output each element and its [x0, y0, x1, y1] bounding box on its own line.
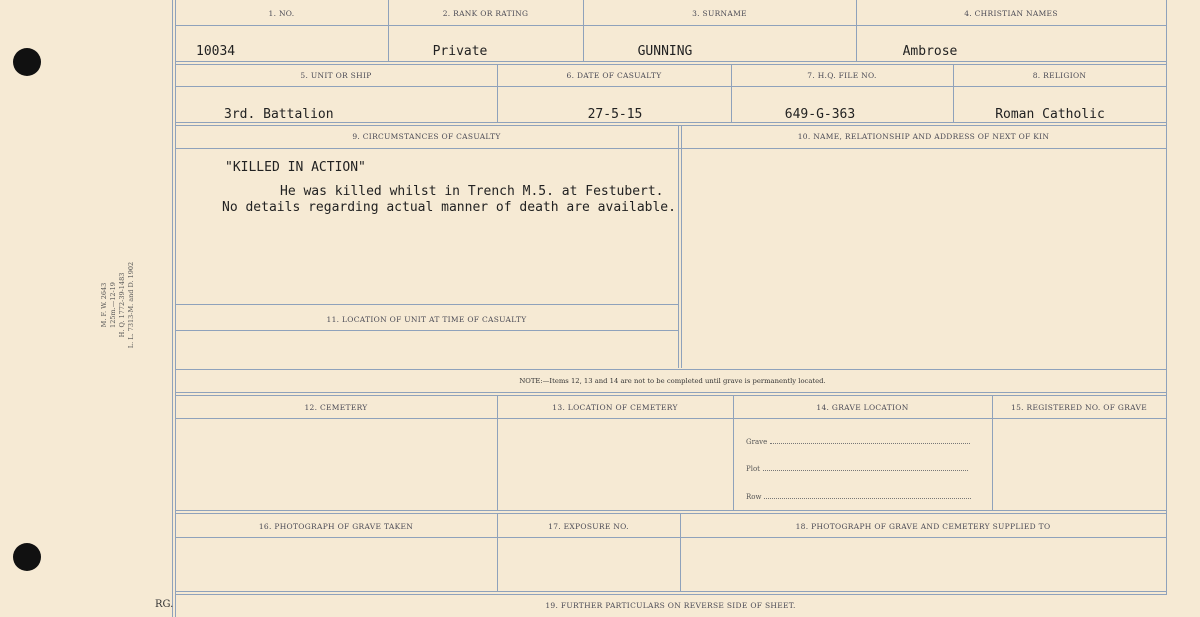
punch-hole: [13, 48, 41, 76]
value-date: 27-5-15: [587, 107, 643, 122]
grave-label: Grave: [746, 438, 768, 446]
margin-text: L. L. 7313-M. and D. 1902: [127, 261, 135, 349]
value-file: 649-G-363: [784, 107, 856, 122]
right-line: [1166, 0, 1167, 595]
row-label: Row: [746, 493, 762, 501]
grave-line: [746, 438, 970, 446]
label-unit: 5. UNIT OR SHIP: [300, 71, 372, 80]
label-date: 6. DATE OF CASUALTY: [566, 71, 662, 80]
label-registered-no: 15. REGISTERED NO. OF GRAVE: [1011, 403, 1147, 412]
label-further: 19. FURTHER PARTICULARS ON REVERSE SIDE OF SHEET.: [545, 601, 796, 610]
value-unit: 3rd. Battalion: [224, 107, 334, 122]
value-christian-names: Ambrose: [902, 44, 958, 59]
margin-text: H. Q. 1772-39-1483: [118, 272, 126, 338]
row-line: [746, 493, 971, 501]
label-next-of-kin: 10. NAME, RELATIONSHIP AND ADDRESS OF NEXT OF KIN: [797, 132, 1050, 141]
label-religion: 8. RELIGION: [1032, 71, 1087, 80]
value-rank: Private: [432, 44, 488, 59]
margin-text: 125m.—12-19: [109, 282, 117, 328]
label-file: 7. H.Q. FILE NO.: [807, 71, 877, 80]
circumstances-line1: "KILLED IN ACTION": [225, 160, 366, 175]
note: NOTE:—Items 12, 13 and 14 are not to be completed until grave is permanently located.: [519, 377, 826, 385]
label-no: 1. NO.: [268, 9, 295, 18]
margin-line: [172, 0, 173, 617]
value-religion: Roman Catholic: [995, 107, 1105, 122]
plot-label: Plot: [746, 465, 760, 473]
label-grave-location: 14. GRAVE LOCATION: [816, 403, 909, 412]
circumstances-line2: He was killed whilst in Trench M.5. at Festubert.: [280, 184, 664, 199]
label-exposure: 17. EXPOSURE NO.: [548, 522, 629, 531]
label-photo-taken: 16. PHOTOGRAPH OF GRAVE TAKEN: [258, 522, 414, 531]
label-surname: 3. SURNAME: [692, 9, 747, 18]
punch-hole: [13, 543, 41, 571]
value-no: 10034: [196, 44, 236, 59]
label-location-unit: 11. LOCATION OF UNIT AT TIME OF CASUALTY: [326, 315, 527, 324]
label-circumstances: 9. CIRCUMSTANCES OF CASUALTY: [352, 132, 501, 141]
label-cemetery: 12. CEMETERY: [304, 403, 368, 412]
label-cemetery-location: 13. LOCATION OF CEMETERY: [552, 403, 678, 412]
margin-print: [100, 255, 136, 355]
label-christian-names: 4. CHRISTIAN NAMES: [964, 9, 1058, 18]
plot-line: [746, 465, 968, 473]
value-surname: GUNNING: [637, 44, 693, 59]
margin-text: M. F. W. 2643: [100, 282, 108, 328]
rg-label: RG.: [155, 599, 174, 610]
label-rank: 2. RANK OR RATING: [442, 9, 529, 18]
label-photo-supplied: 18. PHOTOGRAPH OF GRAVE AND CEMETERY SUPPLIED TO: [795, 522, 1051, 531]
circumstances-line3: No details regarding actual manner of death are available.: [222, 200, 676, 215]
